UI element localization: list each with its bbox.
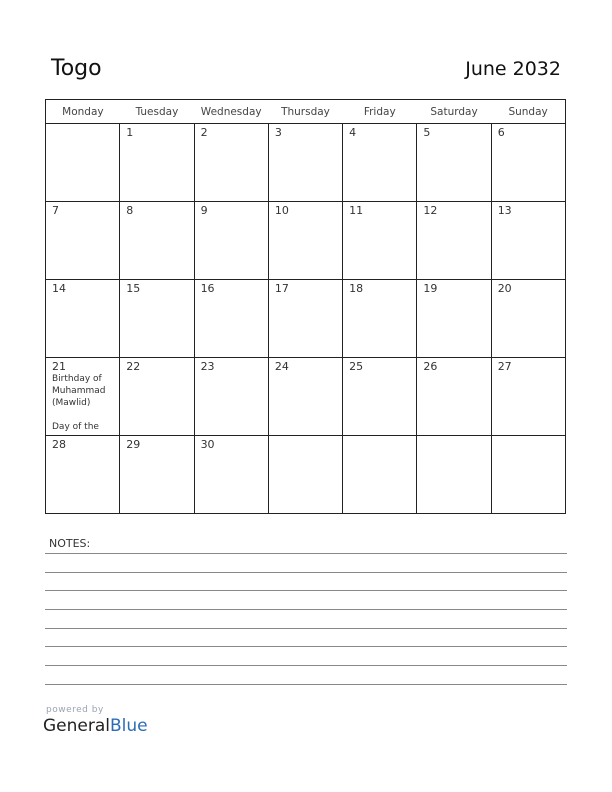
day-number: 21 — [52, 360, 66, 373]
day-cell — [417, 124, 491, 202]
notes-line — [45, 572, 567, 573]
day-number: 23 — [200, 360, 215, 373]
notes-line — [45, 684, 567, 685]
day-cell — [268, 124, 342, 202]
notes-line — [45, 665, 567, 666]
day-number: 19 — [423, 282, 438, 295]
day-number: 2 — [200, 126, 208, 139]
day-cell — [46, 202, 120, 280]
day-number — [417, 436, 490, 438]
day-cell — [491, 202, 565, 280]
day-number — [492, 436, 565, 438]
week-row-2 — [46, 202, 566, 280]
logo-general: General — [43, 716, 110, 736]
day-cell — [194, 358, 268, 436]
day-cell — [417, 436, 491, 514]
day-cell — [194, 280, 268, 358]
day-number: 5 — [423, 126, 431, 139]
day-number — [46, 124, 119, 126]
day-number: 10 — [274, 204, 289, 217]
week-row-4 — [46, 358, 566, 436]
weekday-sunday: Sunday — [491, 100, 565, 124]
day-number: 7 — [52, 204, 59, 217]
notes-label: NOTES: — [49, 537, 91, 550]
day-number: 9 — [200, 204, 208, 217]
weekday-tuesday: Tuesday — [120, 100, 194, 124]
day-cell — [343, 124, 417, 202]
weekday-thursday: Thursday — [268, 100, 342, 124]
day-cell — [343, 280, 417, 358]
day-cell — [120, 436, 194, 514]
day-number: 3 — [274, 126, 282, 139]
notes-line — [45, 553, 567, 554]
day-cell — [268, 436, 342, 514]
day-cell — [343, 202, 417, 280]
holiday-text: Day of the — [52, 422, 99, 432]
day-number: 24 — [274, 360, 289, 373]
holiday-text: (Mawlid) — [52, 398, 91, 408]
day-number: 8 — [126, 204, 134, 217]
weekday-header-row — [46, 100, 566, 124]
day-number: 13 — [497, 204, 512, 217]
calendar-grid — [45, 99, 566, 514]
weekday-wednesday: Wednesday — [194, 100, 268, 124]
day-number: 11 — [349, 204, 364, 217]
week-row-1 — [46, 124, 566, 202]
day-number: 1 — [126, 126, 134, 139]
day-number: 16 — [200, 282, 215, 295]
day-cell — [120, 202, 194, 280]
notes-line — [45, 590, 567, 591]
powered-by-text: powered by — [46, 705, 104, 715]
day-number — [269, 436, 342, 438]
week-row-5 — [46, 436, 566, 514]
weekday-friday: Friday — [343, 100, 417, 124]
day-cell — [491, 358, 565, 436]
day-cell — [343, 436, 417, 514]
day-number: 14 — [52, 282, 66, 295]
holiday-text: Muhammad — [52, 386, 106, 396]
day-cell — [491, 280, 565, 358]
day-number: 26 — [423, 360, 438, 373]
notes-line — [45, 646, 567, 647]
day-cell — [194, 202, 268, 280]
week-row-3 — [46, 280, 566, 358]
day-number — [343, 436, 416, 438]
day-number: 12 — [423, 204, 438, 217]
day-cell — [194, 124, 268, 202]
day-cell — [343, 358, 417, 436]
day-number: 15 — [126, 282, 141, 295]
day-cell — [120, 280, 194, 358]
day-cell — [46, 280, 120, 358]
notes-line — [45, 609, 567, 610]
day-cell — [268, 358, 342, 436]
weekday-saturday: Saturday — [417, 100, 491, 124]
day-cell — [491, 124, 565, 202]
generalblue-logo — [43, 716, 148, 736]
day-number: 18 — [349, 282, 364, 295]
day-number: 29 — [126, 438, 141, 451]
day-cell — [46, 436, 120, 514]
day-number: 25 — [349, 360, 364, 373]
day-cell — [417, 202, 491, 280]
day-number: 20 — [497, 282, 512, 295]
day-number: 4 — [349, 126, 357, 139]
day-number: 22 — [126, 360, 141, 373]
month-year-title: June 2032 — [465, 58, 561, 80]
day-cell — [46, 358, 120, 436]
day-number: 30 — [200, 438, 215, 451]
day-cell — [120, 124, 194, 202]
day-cell — [417, 280, 491, 358]
day-number: 27 — [497, 360, 512, 373]
weekday-monday: Monday — [46, 100, 120, 124]
logo-blue: Blue — [110, 716, 148, 736]
day-cell — [120, 358, 194, 436]
day-cell — [491, 436, 565, 514]
day-number: 28 — [52, 438, 66, 451]
country-title: Togo — [51, 56, 102, 81]
day-cell — [268, 202, 342, 280]
notes-line — [45, 628, 567, 629]
day-cell — [268, 280, 342, 358]
day-number: 17 — [274, 282, 289, 295]
day-cell — [46, 124, 120, 202]
holiday-text: Birthday of — [52, 374, 102, 384]
day-cell — [417, 358, 491, 436]
day-number: 6 — [497, 126, 505, 139]
day-cell — [194, 436, 268, 514]
